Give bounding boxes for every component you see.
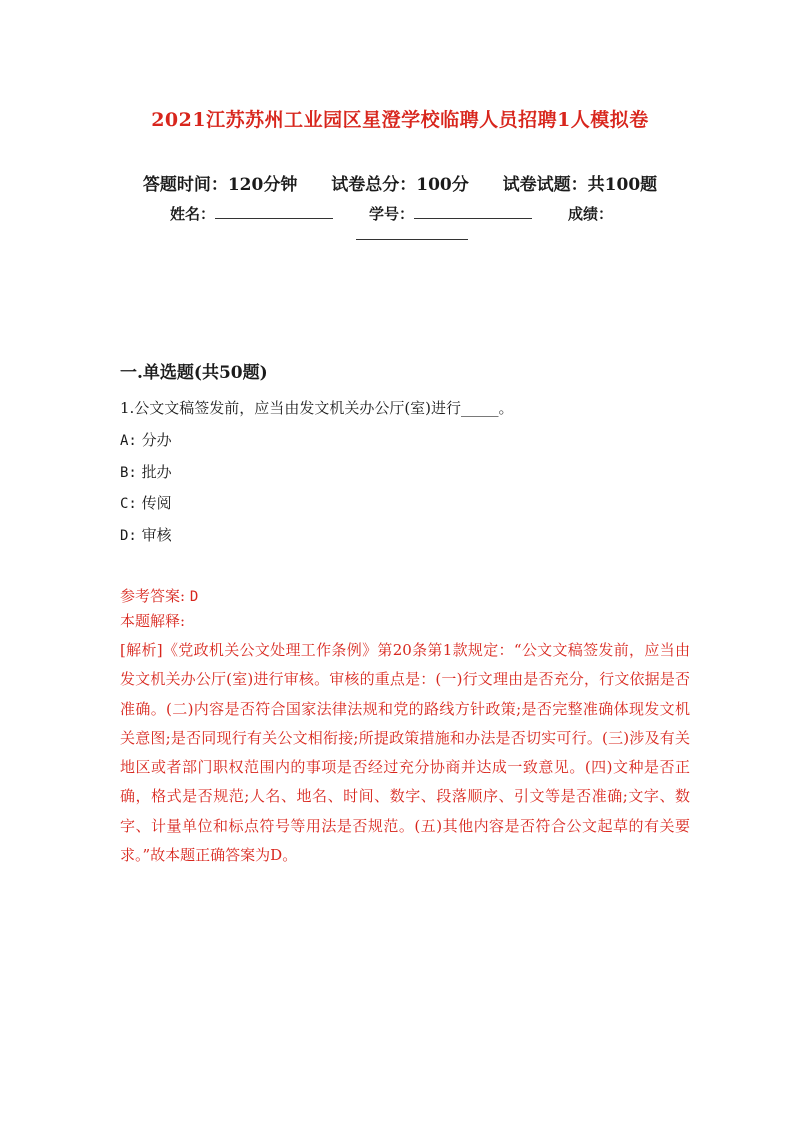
exam-meta [0, 170, 800, 195]
exam-question-count: 试卷试题：共100题 [502, 175, 658, 195]
score-label: 成绩： [568, 205, 614, 223]
option-text: 审核 [141, 525, 172, 544]
exam-title: 2021江苏苏州工业园区星澄学校临聘人员招聘1人模拟卷 [151, 109, 649, 131]
answer-value: D [189, 589, 199, 605]
options-list [120, 430, 172, 556]
question-text: 1.公文文稿签发前，应当由发文机关办公厅(室)进行_____。 [120, 399, 514, 417]
option-b [120, 462, 172, 494]
option-text: 分办 [141, 431, 172, 449]
option-text: 批办 [141, 462, 172, 481]
option-key: B: [120, 464, 137, 481]
explanation-text: [解析]《党政机关公文处理工作条例》第20条第1款规定：“公文文稿签发前，应当由发文机关办公厅(室)进行审核。审核的重点是：(一)行文理由是否充分，行文依据是否准确。(二)内容是否符合国家法律法规和党的路线方针政策;是否完整准确体现发文机关意图;是否同现行有关公文相衔接;所提政策措施和办法是否切实可行。(三)涉及有关地区或者部门职权范围内的事项是否经过充分协商并达成一致意见。(四)文种是否正确，格式是否规范;人名、地名、时间、数字、段落顺序、引文等是否准确;文字、数字、计量单位和标点符号等用法是否规范。(五)其他内容是否符合公文起草的有关要求。”故本题正确答案为D。 [120, 641, 690, 865]
option-key: D: [120, 527, 137, 544]
name-blank [215, 204, 333, 219]
answer-line [120, 586, 690, 611]
score-blank [356, 225, 468, 240]
option-d [120, 525, 172, 557]
exam-total-score: 试卷总分：100分 [331, 175, 469, 195]
option-text: 传阅 [141, 494, 172, 512]
option-key: A: [120, 433, 137, 449]
option-c [120, 493, 172, 525]
answer-block [120, 586, 690, 870]
student-info-fields [170, 203, 650, 247]
answer-label: 参考答案: [120, 587, 186, 605]
student-id-blank [414, 204, 532, 219]
explain-label: 本题解释: [120, 612, 186, 630]
exam-time: 答题时间：120分钟 [142, 175, 298, 195]
option-a [120, 430, 172, 462]
section-title: 一.单选题(共50题) [120, 363, 268, 383]
name-label: 姓名： [170, 205, 216, 223]
option-key: C: [120, 496, 137, 512]
student-id-label: 学号： [369, 205, 415, 223]
